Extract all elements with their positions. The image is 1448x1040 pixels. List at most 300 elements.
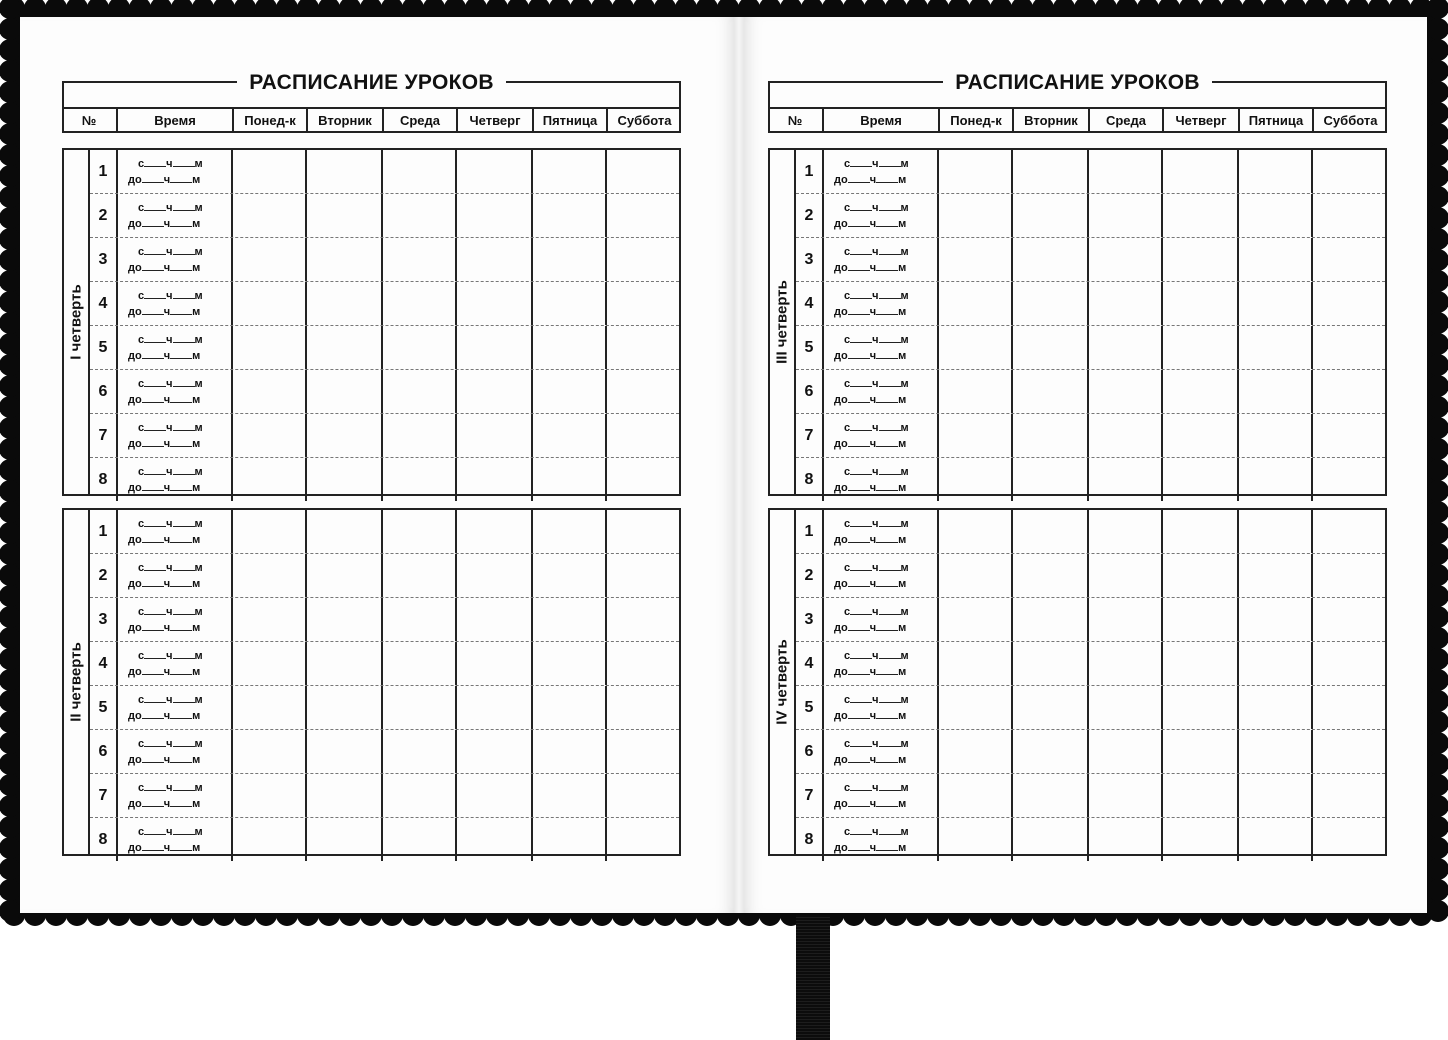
day-cell[interactable]	[1161, 554, 1237, 597]
day-cell[interactable]	[455, 194, 531, 237]
day-cell[interactable]	[937, 598, 1011, 641]
day-cell[interactable]	[305, 686, 381, 729]
hour-label: ч	[163, 306, 171, 318]
day-cell[interactable]	[305, 282, 381, 325]
day-cell[interactable]	[605, 238, 678, 281]
day-cell[interactable]	[531, 326, 605, 369]
day-cell[interactable]	[455, 370, 531, 413]
day-cell[interactable]	[1011, 326, 1087, 369]
day-cell[interactable]	[937, 282, 1011, 325]
day-cell[interactable]	[305, 730, 381, 773]
time-cell[interactable]	[116, 414, 231, 457]
hour-label: ч	[163, 482, 171, 494]
day-cell[interactable]	[1161, 150, 1237, 193]
lesson-number: 8	[804, 470, 814, 488]
lesson-number: 8	[98, 470, 108, 488]
blank-line	[876, 172, 898, 183]
day-cell[interactable]	[455, 414, 531, 457]
day-cell[interactable]	[381, 730, 455, 773]
day-cell[interactable]	[455, 150, 531, 193]
time-to-line	[128, 620, 200, 634]
day-cell[interactable]	[605, 326, 678, 369]
time-prefix: до	[128, 578, 142, 590]
day-cell[interactable]	[1161, 730, 1237, 773]
lesson-number: 6	[804, 382, 814, 400]
blank-line	[850, 200, 872, 211]
day-cell[interactable]	[305, 774, 381, 817]
day-cell[interactable]	[531, 554, 605, 597]
day-cell[interactable]	[231, 730, 305, 773]
day-cell[interactable]	[455, 774, 531, 817]
blank-line	[144, 464, 166, 475]
day-cell[interactable]	[1087, 686, 1161, 729]
time-cell[interactable]	[116, 642, 231, 685]
day-cell[interactable]	[1237, 150, 1311, 193]
day-cell[interactable]	[381, 458, 455, 501]
day-cell[interactable]	[937, 326, 1011, 369]
day-cell[interactable]	[1237, 818, 1311, 861]
day-cell[interactable]	[1011, 730, 1087, 773]
day-cell[interactable]	[937, 194, 1011, 237]
day-cell[interactable]	[455, 326, 531, 369]
day-cell[interactable]	[305, 818, 381, 861]
blank-line	[879, 200, 901, 211]
day-cell[interactable]	[1011, 194, 1087, 237]
day-cell[interactable]	[1161, 370, 1237, 413]
day-cell[interactable]	[1311, 458, 1384, 501]
day-cell[interactable]	[381, 818, 455, 861]
day-cell[interactable]	[455, 642, 531, 685]
day-cell[interactable]	[455, 818, 531, 861]
cover-scallop	[0, 417, 21, 439]
time-cell[interactable]	[822, 458, 937, 501]
time-to-line	[128, 172, 200, 186]
day-cell[interactable]	[531, 774, 605, 817]
cover-scallop	[1427, 795, 1448, 817]
day-cell[interactable]	[937, 510, 1011, 553]
time-cell[interactable]	[116, 370, 231, 413]
day-cell[interactable]	[1087, 774, 1161, 817]
day-cell[interactable]	[231, 598, 305, 641]
day-cell[interactable]	[1161, 414, 1237, 457]
day-cell[interactable]	[305, 554, 381, 597]
time-cell[interactable]	[116, 686, 231, 729]
day-cell[interactable]	[305, 458, 381, 501]
time-cell[interactable]	[822, 370, 937, 413]
time-cell[interactable]	[822, 774, 937, 817]
minute-label: м	[192, 262, 201, 274]
day-cell[interactable]	[1011, 282, 1087, 325]
day-cell[interactable]	[381, 598, 455, 641]
day-cell[interactable]	[605, 370, 678, 413]
day-cell[interactable]	[305, 642, 381, 685]
day-cell[interactable]	[1087, 510, 1161, 553]
blank-line	[848, 260, 870, 271]
day-cell[interactable]	[605, 194, 678, 237]
day-cell[interactable]	[937, 642, 1011, 685]
time-cell[interactable]	[116, 598, 231, 641]
day-cell[interactable]	[1237, 326, 1311, 369]
day-cell[interactable]	[1087, 150, 1161, 193]
day-cell[interactable]	[381, 326, 455, 369]
day-cell[interactable]	[1237, 238, 1311, 281]
day-cell[interactable]	[605, 642, 678, 685]
day-cell[interactable]	[1087, 598, 1161, 641]
day-cell[interactable]	[231, 370, 305, 413]
day-cell[interactable]	[1237, 554, 1311, 597]
cover-scallop	[1427, 333, 1448, 355]
day-cell[interactable]	[231, 774, 305, 817]
day-cell[interactable]	[1311, 554, 1384, 597]
time-cell[interactable]	[822, 598, 937, 641]
cover-scallop	[0, 102, 21, 124]
hour-label: ч	[872, 378, 879, 390]
day-cell[interactable]	[231, 510, 305, 553]
day-cell[interactable]	[531, 238, 605, 281]
day-cell[interactable]	[531, 642, 605, 685]
day-cell[interactable]	[381, 238, 455, 281]
time-cell[interactable]	[822, 818, 937, 861]
lesson-number: 1	[98, 522, 108, 540]
time-cell[interactable]	[116, 458, 231, 501]
day-cell[interactable]	[1311, 686, 1384, 729]
blank-line	[848, 796, 870, 807]
day-cell[interactable]	[1311, 774, 1384, 817]
minute-label: м	[192, 306, 201, 318]
day-cell[interactable]	[531, 458, 605, 501]
blank-line	[170, 752, 192, 763]
day-cell[interactable]	[937, 458, 1011, 501]
time-cell[interactable]	[116, 326, 231, 369]
cover-scallop	[1427, 81, 1448, 103]
time-from-line	[138, 648, 203, 662]
day-cell[interactable]	[1161, 510, 1237, 553]
day-cell[interactable]	[605, 774, 678, 817]
day-cell[interactable]	[605, 730, 678, 773]
time-to-line	[834, 664, 906, 678]
day-cell[interactable]	[1311, 414, 1384, 457]
day-cell[interactable]	[1161, 458, 1237, 501]
day-cell[interactable]	[231, 194, 305, 237]
day-cell[interactable]	[531, 282, 605, 325]
time-prefix: с	[138, 738, 145, 750]
day-cell[interactable]	[1087, 414, 1161, 457]
day-cell[interactable]	[531, 194, 605, 237]
blank-line	[848, 304, 870, 315]
day-cell[interactable]	[1087, 554, 1161, 597]
day-cell[interactable]	[1161, 194, 1237, 237]
lesson-row	[796, 553, 1385, 597]
time-from-line	[844, 604, 909, 618]
cover-scallop	[0, 711, 21, 733]
day-cell[interactable]	[381, 194, 455, 237]
day-cell[interactable]	[531, 686, 605, 729]
day-cell[interactable]	[1237, 458, 1311, 501]
day-cell[interactable]	[1011, 510, 1087, 553]
day-cell[interactable]	[605, 598, 678, 641]
cover-scallop	[1427, 396, 1448, 418]
day-cell[interactable]	[1311, 326, 1384, 369]
day-cell[interactable]	[455, 554, 531, 597]
minute-label: м	[900, 158, 909, 170]
day-cell[interactable]	[531, 818, 605, 861]
day-cell[interactable]	[1011, 414, 1087, 457]
day-cell[interactable]	[1237, 194, 1311, 237]
time-prefix: с	[844, 466, 851, 478]
day-cell[interactable]	[231, 554, 305, 597]
cover-scallop	[1427, 606, 1448, 628]
cover-scallop	[1427, 312, 1448, 334]
day-cell[interactable]	[455, 458, 531, 501]
day-cell[interactable]	[1011, 686, 1087, 729]
day-cell[interactable]	[605, 150, 678, 193]
day-cell[interactable]	[305, 598, 381, 641]
day-cell[interactable]	[1237, 282, 1311, 325]
day-cell[interactable]	[231, 818, 305, 861]
day-cell[interactable]	[381, 150, 455, 193]
time-cell[interactable]	[822, 194, 937, 237]
time-cell[interactable]	[116, 150, 231, 193]
day-cell[interactable]	[1237, 774, 1311, 817]
time-cell[interactable]	[822, 238, 937, 281]
minute-label: м	[194, 606, 203, 618]
day-cell[interactable]	[1237, 510, 1311, 553]
day-cell[interactable]	[1161, 642, 1237, 685]
day-cell[interactable]	[1087, 818, 1161, 861]
day-cell[interactable]	[231, 458, 305, 501]
time-cell[interactable]	[822, 554, 937, 597]
cover-scallop	[1427, 669, 1448, 691]
day-cell[interactable]	[937, 554, 1011, 597]
lesson-row	[796, 773, 1385, 817]
time-prefix: до	[834, 482, 848, 494]
time-prefix: до	[128, 666, 142, 678]
time-cell[interactable]	[822, 150, 937, 193]
time-cell[interactable]	[116, 774, 231, 817]
cover-scallop	[0, 900, 21, 922]
day-cell[interactable]	[381, 510, 455, 553]
time-cell[interactable]	[116, 510, 231, 553]
day-cell[interactable]	[1311, 282, 1384, 325]
day-cell[interactable]	[1161, 326, 1237, 369]
time-cell[interactable]	[116, 238, 231, 281]
day-cell[interactable]	[1087, 282, 1161, 325]
day-cell[interactable]	[231, 642, 305, 685]
day-cell[interactable]	[937, 370, 1011, 413]
hour-label: ч	[872, 290, 879, 302]
day-cell[interactable]	[231, 282, 305, 325]
time-from-line	[844, 376, 909, 390]
day-cell[interactable]	[1311, 238, 1384, 281]
hour-label: ч	[166, 782, 173, 794]
day-cell[interactable]	[531, 598, 605, 641]
day-cell[interactable]	[1161, 774, 1237, 817]
day-cell[interactable]	[1011, 458, 1087, 501]
day-cell[interactable]	[455, 730, 531, 773]
day-cell[interactable]	[1237, 686, 1311, 729]
time-cell[interactable]	[116, 554, 231, 597]
day-cell[interactable]	[1237, 598, 1311, 641]
day-cell[interactable]	[937, 238, 1011, 281]
day-cell[interactable]	[605, 686, 678, 729]
day-cell[interactable]	[231, 414, 305, 457]
day-cell[interactable]	[305, 510, 381, 553]
day-cell[interactable]	[531, 370, 605, 413]
day-cell[interactable]	[1311, 370, 1384, 413]
blank-line	[144, 200, 166, 211]
day-cell[interactable]	[1311, 730, 1384, 773]
day-cell[interactable]	[1011, 554, 1087, 597]
day-cell[interactable]	[1011, 150, 1087, 193]
blank-line	[142, 480, 164, 491]
day-cell[interactable]	[937, 150, 1011, 193]
day-cell[interactable]	[1087, 326, 1161, 369]
day-cell[interactable]	[531, 414, 605, 457]
day-cell[interactable]	[937, 818, 1011, 861]
day-cell[interactable]	[1087, 194, 1161, 237]
day-cell[interactable]	[937, 686, 1011, 729]
blank-line	[876, 620, 898, 631]
day-cell[interactable]	[381, 414, 455, 457]
day-cell[interactable]	[531, 730, 605, 773]
day-cell[interactable]	[605, 414, 678, 457]
day-cell[interactable]	[1311, 150, 1384, 193]
day-cell[interactable]	[381, 642, 455, 685]
day-cell[interactable]	[1311, 510, 1384, 553]
time-to-line	[834, 752, 906, 766]
minute-label: м	[192, 218, 201, 230]
day-cell[interactable]	[1311, 642, 1384, 685]
time-cell[interactable]	[822, 686, 937, 729]
day-cell[interactable]	[605, 458, 678, 501]
day-cell[interactable]	[305, 238, 381, 281]
day-cell[interactable]	[231, 326, 305, 369]
day-cell[interactable]	[455, 238, 531, 281]
day-cell[interactable]	[1161, 686, 1237, 729]
time-cell[interactable]	[116, 730, 231, 773]
day-cell[interactable]	[1087, 370, 1161, 413]
day-cell[interactable]	[605, 818, 678, 861]
time-cell[interactable]	[822, 642, 937, 685]
day-cell[interactable]	[937, 414, 1011, 457]
day-cell[interactable]	[1011, 774, 1087, 817]
day-cell[interactable]	[1011, 238, 1087, 281]
day-cell[interactable]	[455, 282, 531, 325]
quarter-label: III четверть	[773, 280, 791, 364]
day-cell[interactable]	[305, 414, 381, 457]
day-cell[interactable]	[381, 370, 455, 413]
blank-line	[170, 840, 192, 851]
time-cell[interactable]	[116, 194, 231, 237]
hour-label: ч	[869, 710, 877, 722]
day-cell[interactable]	[605, 510, 678, 553]
cover-scallop	[1427, 123, 1448, 145]
day-cell[interactable]	[231, 686, 305, 729]
minute-label: м	[900, 422, 909, 434]
day-cell[interactable]	[1011, 598, 1087, 641]
cover-scallop	[1427, 753, 1448, 775]
cover-scallop	[1427, 690, 1448, 712]
day-cell[interactable]	[1161, 598, 1237, 641]
blank-line	[876, 480, 898, 491]
day-cell[interactable]	[381, 282, 455, 325]
day-cell[interactable]	[605, 554, 678, 597]
lesson-row	[90, 237, 679, 281]
blank-line	[848, 840, 870, 851]
day-cell[interactable]	[1311, 598, 1384, 641]
day-cell[interactable]	[1237, 414, 1311, 457]
day-cell[interactable]	[1087, 458, 1161, 501]
page-title: РАСПИСАНИЕ УРОКОВ	[768, 71, 1387, 95]
day-cell[interactable]	[1237, 730, 1311, 773]
day-cell[interactable]	[381, 774, 455, 817]
day-cell[interactable]	[531, 510, 605, 553]
day-cell[interactable]	[455, 598, 531, 641]
cover-scallop	[0, 480, 21, 502]
day-cell[interactable]	[1161, 238, 1237, 281]
day-cell[interactable]	[455, 686, 531, 729]
time-from-line	[844, 736, 909, 750]
day-cell[interactable]	[1087, 642, 1161, 685]
time-cell[interactable]	[116, 282, 231, 325]
time-cell[interactable]	[822, 730, 937, 773]
day-cell[interactable]	[305, 194, 381, 237]
minute-label: м	[192, 710, 201, 722]
blank-line	[144, 420, 166, 431]
day-cell[interactable]	[1311, 194, 1384, 237]
blank-line	[173, 516, 195, 527]
time-cell[interactable]	[116, 818, 231, 861]
time-prefix: с	[844, 202, 851, 214]
blank-line	[142, 216, 164, 227]
day-cell[interactable]	[455, 510, 531, 553]
day-cell[interactable]	[1011, 818, 1087, 861]
blank-line	[848, 392, 870, 403]
minute-label: м	[900, 606, 909, 618]
day-cell[interactable]	[531, 150, 605, 193]
time-cell[interactable]	[822, 326, 937, 369]
time-cell[interactable]	[822, 414, 937, 457]
day-cell[interactable]	[1087, 730, 1161, 773]
day-cell[interactable]	[381, 686, 455, 729]
day-cell[interactable]	[305, 150, 381, 193]
cover-scallop	[0, 837, 21, 859]
day-cell[interactable]	[1311, 818, 1384, 861]
day-cell[interactable]	[305, 370, 381, 413]
time-to-line	[128, 752, 200, 766]
day-cell[interactable]	[1011, 370, 1087, 413]
lesson-number: 5	[804, 338, 814, 356]
day-cell[interactable]	[1087, 238, 1161, 281]
time-cell[interactable]	[822, 510, 937, 553]
day-cell[interactable]	[1011, 642, 1087, 685]
day-cell[interactable]	[937, 774, 1011, 817]
day-cell[interactable]	[605, 282, 678, 325]
day-cell[interactable]	[1161, 818, 1237, 861]
day-cell[interactable]	[231, 150, 305, 193]
day-cell[interactable]	[937, 730, 1011, 773]
day-cell[interactable]	[1237, 642, 1311, 685]
day-cell[interactable]	[1237, 370, 1311, 413]
day-cell[interactable]	[381, 554, 455, 597]
cover-scallop	[0, 228, 21, 250]
minute-label: м	[900, 246, 909, 258]
day-cell[interactable]	[1161, 282, 1237, 325]
time-cell[interactable]	[822, 282, 937, 325]
day-cell[interactable]	[305, 326, 381, 369]
day-cell[interactable]	[231, 238, 305, 281]
time-prefix: с	[844, 246, 851, 258]
